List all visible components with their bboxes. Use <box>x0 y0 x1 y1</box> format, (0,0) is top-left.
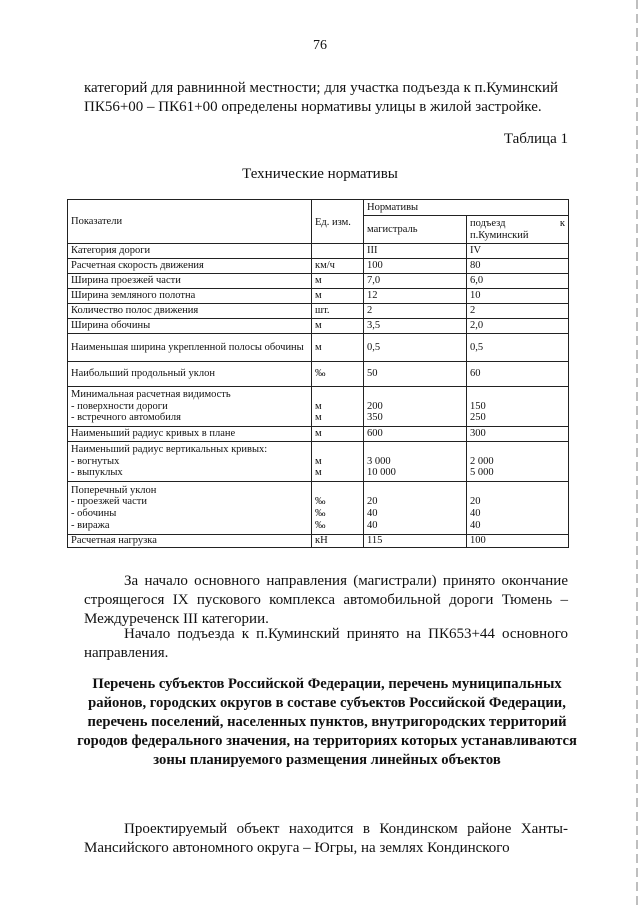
header-norms: Нормативы <box>364 200 569 216</box>
table-row: Наименьшая ширина укрепленной полосы обочины м 0,5 0,5 <box>68 334 569 362</box>
scan-edge-artifact <box>636 0 638 905</box>
table-row: Количество полос движения шт. 2 2 <box>68 304 569 319</box>
header-main-road: магистраль <box>364 216 467 244</box>
table-reference: Таблица 1 <box>503 131 568 147</box>
page-number: 76 <box>313 38 327 53</box>
section-heading: Перечень субъектов Российской Федерации, перечень муниципальных районов, городских округов в составе субъектов Российской Федерации, перечень поселений, населенных пунктов, внутригородских территорий городов федерального значения, на территориях которых устанавливаются зоны планируемого размещения линейных объектов <box>77 676 577 768</box>
table-row: Наименьший радиус кривых в плане м 600 300 <box>68 427 569 442</box>
table-row: Наибольший продольный уклон ‰ 50 60 <box>68 362 569 387</box>
table-row: Категория дороги III IV <box>68 244 569 259</box>
paragraph-start-main: За начало основного направления (магистрали) принято окончание строящегося IX пускового комплекса автомобильной дороги Тюмень – Междуреченск III категории. <box>84 573 568 627</box>
table-row: Ширина обочины м 3,5 2,0 <box>68 319 569 334</box>
table-row: Расчетная нагрузка кН 115 100 <box>68 535 569 548</box>
intro-paragraph: категорий для равнинной местности; для участка подъезда к п.Куминский ПК56+00 – ПК61+00 определены нормативы улицы в жилой застройке. <box>84 80 559 115</box>
table-title: Технические нормативы <box>242 166 398 182</box>
header-access-road: подъезд к п.Куминский <box>467 216 569 244</box>
paragraph-location: Проектируемый объект находится в Кондинском районе Ханты-Мансийского автономного округа – Югры, на землях Кондинского <box>84 821 568 856</box>
table-row: Ширина проезжей части м 7,0 6,0 <box>68 274 569 289</box>
table-row: Расчетная скорость движения км/ч 100 80 <box>68 259 569 274</box>
paragraph-start-access: Начало подъезда к п.Куминский принято на ПК653+44 основного направления. <box>84 626 568 661</box>
header-indicator: Показатели <box>68 200 312 244</box>
table-row: Ширина земляного полотна м 12 10 <box>68 289 569 304</box>
table-row-visibility: Минимальная расчетная видимость - поверхности дороги - встречного автомобиля м м 200 350 150 250 <box>68 387 569 427</box>
table-row-vertical-radius: Наименьший радиус вертикальных кривых: - вогнутых - выпуклых м м 3 000 10 000 2 000 5 000 <box>68 442 569 482</box>
header-unit: Ед. изм. <box>312 200 364 244</box>
table-row-cross-slope: Поперечный уклон - проезжей части - обочины - виража ‰ ‰ ‰ 20 40 40 20 40 40 <box>68 482 569 535</box>
technical-norms-table <box>67 199 569 548</box>
